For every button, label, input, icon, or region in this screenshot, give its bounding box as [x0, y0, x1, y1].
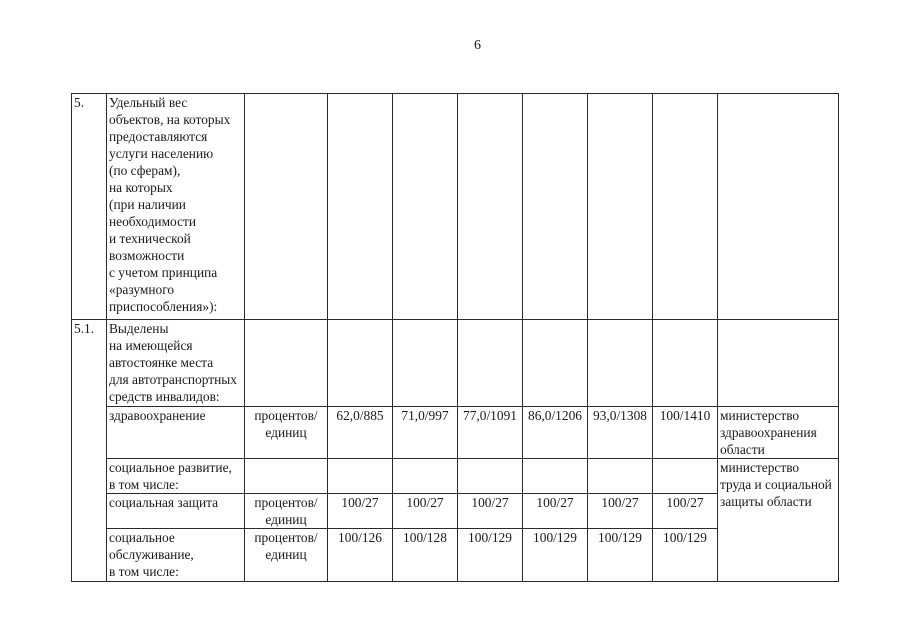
unit-cell: процентов/ единиц: [245, 529, 328, 582]
ministry-cell: министерство здравоохранения области: [718, 407, 839, 459]
indicator-text: Выделены на имеющейся автостоянке места для автотранспортных средств инвалидов:: [107, 320, 245, 407]
value-cell: 100/27: [458, 494, 523, 529]
value-cell: 100/129: [523, 529, 588, 582]
value-cell: 100/27: [523, 494, 588, 529]
indicator-text: Удельный вес объектов, на которых предоставляются услуги населению (по сферам), на которых (при наличии необходимости и технической возможности с учетом принципа «разумного приспособления»):: [107, 94, 245, 320]
value-cell: 93,0/1308: [588, 407, 653, 459]
value-cell: 100/27: [393, 494, 458, 529]
value-cell: 100/128: [393, 529, 458, 582]
row-number: 5.1.: [72, 320, 107, 582]
table-row: [72, 407, 839, 459]
value-cell: 100/129: [458, 529, 523, 582]
unit-cell: процентов/ единиц: [245, 494, 328, 529]
ministry-cell: министерство труда и социальной защиты области: [718, 459, 839, 582]
value-cell: 77,0/1091: [458, 407, 523, 459]
page-number: 6: [474, 38, 481, 53]
sphere-name: здравоохранение: [107, 407, 245, 459]
sphere-name: социальная защита: [107, 494, 245, 529]
value-cell: 100/27: [653, 494, 718, 529]
value-cell: 100/27: [588, 494, 653, 529]
value-cell: 100/27: [328, 494, 393, 529]
unit-cell: процентов/ единиц: [245, 407, 328, 459]
sphere-name: социальное развитие, в том числе:: [107, 459, 245, 494]
row-number: 5.: [72, 94, 107, 320]
value-cell: 86,0/1206: [523, 407, 588, 459]
sphere-name: социальное обслуживание, в том числе:: [107, 529, 245, 582]
value-cell: 100/1410: [653, 407, 718, 459]
indicator-table: [71, 93, 839, 582]
table-row: [72, 320, 839, 407]
value-cell: 100/126: [328, 529, 393, 582]
value-cell: 71,0/997: [393, 407, 458, 459]
value-cell: 62,0/885: [328, 407, 393, 459]
table-row: [72, 459, 839, 494]
value-cell: 100/129: [653, 529, 718, 582]
table-row: [72, 94, 839, 320]
value-cell: 100/129: [588, 529, 653, 582]
